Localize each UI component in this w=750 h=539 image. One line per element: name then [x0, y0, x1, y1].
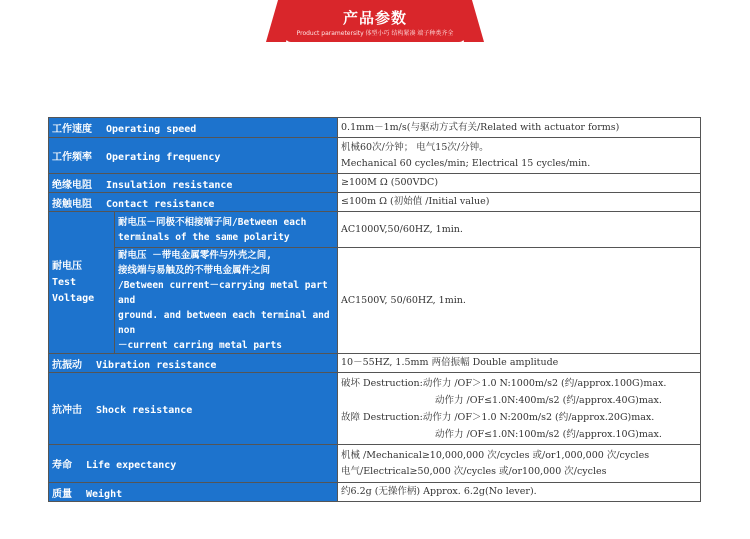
insulation-value: ≥100M Ω (500VDC) [338, 174, 701, 193]
spec-table [48, 117, 701, 502]
operating-speed-value: 0.1mm－1m/s(与驱动方式有关/Related with actuator forms) [338, 118, 701, 138]
page-title: 产品参数 [342, 9, 407, 27]
test-voltage-sub1-label: 耐电压－同极不相接端子间/Between each terminals of the same polarity [115, 212, 338, 248]
shock-label: 抗冲击 Shock resistance [49, 373, 338, 445]
row-test-voltage-2 [49, 248, 701, 354]
header-banner [0, 0, 750, 46]
contact-label: 接触电阻 Contact resistance [49, 193, 338, 212]
row-insulation [49, 174, 701, 193]
contact-value: ≤100m Ω (初始值 /Initial value) [338, 193, 701, 212]
vibration-label: 抗振动 Vibration resistance [49, 354, 338, 373]
shock-value: 破坏 Destruction:动作力 /OF＞1.0 N:1000m/s2 (约/approx.100G)max. 动作力 /OF≤1.0N:400m/s2 (约/approx.40G)max. 故障 Destruction:动作力 /OF＞1.0 N:200m/s2 (约/approx.20G)max. 动作力 /OF≤1.0N:100m/s2 (约/approx.10G)max. [338, 373, 701, 445]
test-voltage-sub2-value: AC1500V, 50/60HZ, 1min. [338, 248, 701, 354]
vibration-value: 10－55HZ, 1.5mm 两倍振幅 Double amplitude [338, 354, 701, 373]
weight-value: 约6.2g (无操作柄) Approx. 6.2g(No lever). [338, 483, 701, 502]
test-voltage-sub1-value: AC1000V,50/60HZ, 1min. [338, 212, 701, 248]
row-shock [49, 373, 701, 445]
row-operating-frequency [49, 138, 701, 174]
page-subtitle: Product parametersity 体型小巧 结构紧凑 端子种类齐全 [296, 30, 454, 37]
row-operating-speed [49, 118, 701, 138]
insulation-label: 绝缘电阻 Insulation resistance [49, 174, 338, 193]
row-contact [49, 193, 701, 212]
row-life [49, 445, 701, 483]
life-label: 寿命 Life expectancy [49, 445, 338, 483]
operating-speed-label: 工作速度 Operating speed [49, 118, 338, 138]
test-voltage-sub2-label: 耐电压 －带电金属零件与外壳之间, 接线端与易触及的不带电金属件之间 /Between current－carrying metal part and ground. and between each terminal and non －current carring metal parts [115, 248, 338, 354]
row-test-voltage-1 [49, 212, 701, 248]
row-weight [49, 483, 701, 502]
row-vibration [49, 354, 701, 373]
life-value: 机械 /Mechanical≥10,000,000 次/cycles 或/or1,000,000 次/cycles 电气/Electrical≥50,000 次/cycles 或/or100,000 次/cycles [338, 445, 701, 483]
operating-frequency-label: 工作频率 Operating frequency [49, 138, 338, 174]
weight-label: 质量 Weight [49, 483, 338, 502]
test-voltage-label: 耐电压 Test Voltage [49, 212, 115, 354]
operating-frequency-value: 机械60次/分钟； 电气15次/分钟。 Mechanical 60 cycles/min; Electrical 15 cycles/min. [338, 138, 701, 174]
